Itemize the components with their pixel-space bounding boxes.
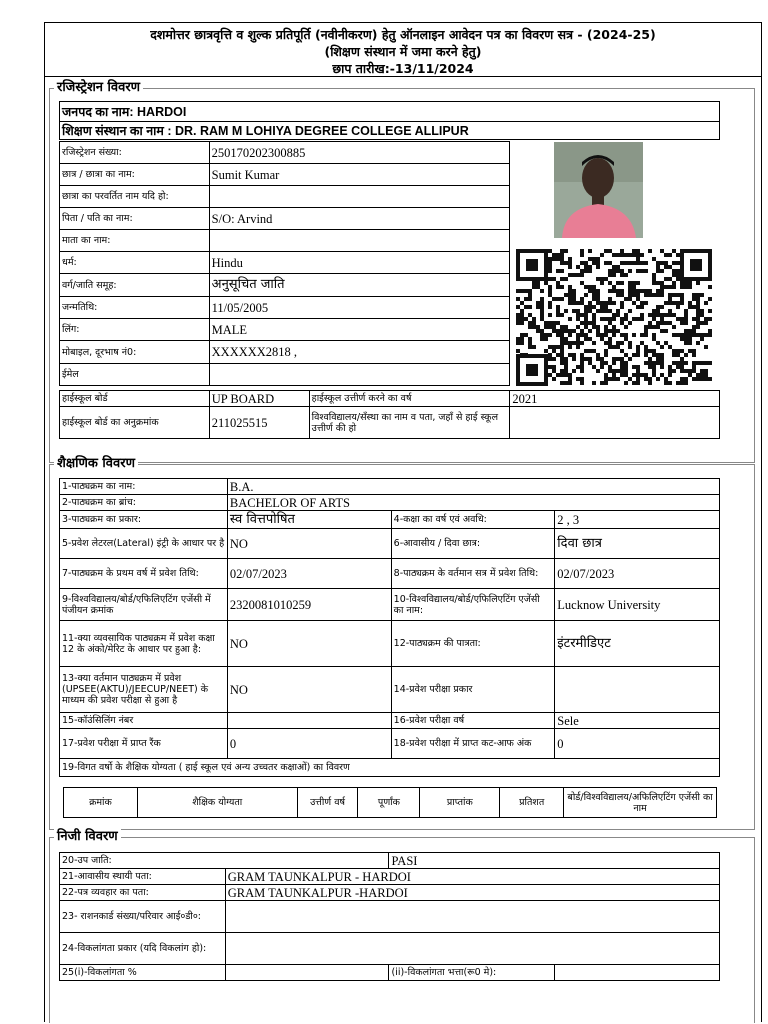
reg-no-value: 2320081010259 [227, 589, 391, 621]
institute-name: शिक्षण संस्थान का नाम : DR. RAM M LOHIYA DEGREE COLLEGE ALLIPUR [60, 122, 720, 140]
current-admission-value: 02/07/2023 [555, 559, 720, 589]
course-type-label: 3-पाठ्यक्रम का प्रकार: [60, 511, 228, 529]
ration-label: 23- राशनकार्ड संख्या/परिवार आई०डी०: [60, 901, 226, 933]
entrance-type-value [555, 667, 720, 713]
school-value [510, 407, 720, 439]
disability-type-value [225, 933, 719, 965]
registration-row-label: छात्रा का परवर्तित नाम यदि हो: [60, 186, 210, 208]
form-subtitle: (शिक्षण संस्थान में जमा करने हेतु) [324, 44, 482, 59]
history-header: उत्तीर्ण वर्ष [297, 788, 358, 818]
residence-value: दिवा छात्र [555, 529, 720, 559]
subcaste-value: PASI [389, 853, 720, 869]
board-table [59, 390, 720, 439]
registration-row-value [209, 364, 509, 386]
eligibility-value: इंटरमीडिएट [555, 621, 720, 667]
residence-label: 6-आवासीय / दिवा छात्र: [391, 529, 555, 559]
subcaste-label: 20-उप जाति: [60, 853, 389, 869]
exam-year-value: Sele [555, 713, 720, 729]
lateral-value: NO [227, 529, 391, 559]
personal-legend: निजी विवरण [54, 828, 121, 846]
counselling-label: 15-कॉउंसिलिंग नंबर [60, 713, 228, 729]
exam-year-label: 16-प्रवेश परीक्षा वर्ष [391, 713, 555, 729]
pass-year-value: 2021 [510, 391, 720, 407]
history-header: शैक्षिक योग्यता [137, 788, 297, 818]
perm-addr-value: GRAM TAUNKALPUR - HARDOI [225, 869, 719, 885]
course-name-label: 1-पाठ्यक्रम का नाम: [60, 479, 228, 495]
disability-allowance-value [555, 965, 720, 981]
history-label: 19-विगत वर्षो के शैक्षिक योग्यता ( हाई स्कूल एवं अन्य उच्चतर कक्षाओं) का विवरण [60, 759, 720, 777]
registration-row-label: पिता / पति का नाम: [60, 208, 210, 230]
rank-label: 17-प्रवेश परीक्षा में प्राप्त रैंक [60, 729, 228, 759]
registration-row-value: 250170202300885 [209, 142, 509, 164]
registration-row-label: लिंग: [60, 319, 210, 341]
branch-label: 2-पाठ्यक्रम का ब्रांच: [60, 495, 228, 511]
history-header: क्रमांक [64, 788, 138, 818]
registration-row-label: माता का नाम: [60, 230, 210, 252]
registration-details [59, 141, 510, 386]
registration-row-value: Sumit Kumar [209, 164, 509, 186]
cutoff-value: 0 [555, 729, 720, 759]
registration-row-label: ईमेल [60, 364, 210, 386]
application-form [44, 22, 762, 1022]
registration-row-label: जन्मतिथि: [60, 297, 210, 319]
registration-row-label: छात्र / छात्रा का नाम: [60, 164, 210, 186]
disability-pct-value [225, 965, 389, 981]
vocational-label: 11-क्या व्यवसायिक पाठ्यक्रम में प्रवेश कक्षा 12 के अंको/मेरिट के आधार पर हुआ है: [60, 621, 228, 667]
academic-table [59, 478, 720, 777]
registration-row-label: वर्ग/जाति समूह: [60, 274, 210, 297]
registration-row-value: Hindu [209, 252, 509, 274]
disability-allowance-label: (ii)-विकलांगता भत्ता(रू0 मे): [389, 965, 555, 981]
board-value: UP BOARD [209, 391, 309, 407]
class-year-label: 4-कक्षा का वर्ष एवं अवधि: [391, 511, 555, 529]
registration-table [59, 101, 720, 140]
registration-row-value [209, 186, 509, 208]
entrance-value: NO [227, 667, 391, 713]
cutoff-label: 18-प्रवेश परीक्षा में प्राप्त कट-आफ अंक [391, 729, 555, 759]
first-admission-value: 02/07/2023 [227, 559, 391, 589]
roll-label: हाईस्कूल बोर्ड का अनुक्रमांक [60, 407, 210, 439]
history-header: पूर्णांक [358, 788, 420, 818]
history-table [63, 787, 717, 818]
rank-value: 0 [227, 729, 391, 759]
entrance-type-label: 14-प्रवेश परीक्षा प्रकार [391, 667, 555, 713]
registration-row-label: धर्म: [60, 252, 210, 274]
pass-year-label: हाईस्कूल उत्तीर्ण करने का वर्ष [309, 391, 510, 407]
lateral-label: 5-प्रवेश लेटरल(Lateral) इंट्री के आधार पर है [60, 529, 228, 559]
academic-legend: शैक्षणिक विवरण [54, 455, 138, 473]
university-label: 10-विश्वविद्यालय/बोर्ड/एफिलिएटिंग एजेंसी का नाम: [391, 589, 555, 621]
print-date: छाप तारीख:-13/11/2024 [332, 61, 474, 76]
entrance-label: 13-क्या वर्तमान पाठ्यक्रम में प्रवेश (UPSEE(AKTU)/JEECUP/NEET) के माध्यम की प्रवेश परीक्षा से हुआ है [60, 667, 228, 713]
student-photo [554, 142, 643, 238]
form-title: दशमोत्तर छात्रवृत्ति व शुल्क प्रतिपूर्ति (नवीनीकरण) हेतु ऑनलाइन आवेदन पत्र का विवरण सत्र - (2024-25) [150, 27, 656, 42]
class-year-value: 2 , 3 [555, 511, 720, 529]
course-name-value: B.A. [227, 479, 719, 495]
registration-row-value: अनुसूचित जाति [209, 274, 509, 297]
personal-table [59, 852, 720, 981]
registration-legend: रजिस्ट्रेशन विवरण [54, 79, 143, 97]
first-admission-label: 7-पाठ्यक्रम के प्रथम वर्ष में प्रवेश तिथि: [60, 559, 228, 589]
registration-row-value: MALE [209, 319, 509, 341]
university-value: Lucknow University [555, 589, 720, 621]
form-header [45, 23, 761, 77]
district-name: जनपद का नाम: HARDOI [60, 102, 720, 122]
branch-value: BACHELOR OF ARTS [227, 495, 719, 511]
registration-row-value [209, 230, 509, 252]
reg-no-label: 9-विश्वविद्यालय/बोर्ड/एफिलिएटिंग एजेंसी में पंजीयन क्रमांक [60, 589, 228, 621]
corr-addr-label: 22-पत्र व्यवहार का पता: [60, 885, 226, 901]
counselling-value [227, 713, 391, 729]
registration-row-value: XXXXXX2818 , [209, 341, 509, 364]
corr-addr-value: GRAM TAUNKALPUR -HARDOI [225, 885, 719, 901]
history-header: बोर्ड/विश्वविद्यालय/अफिलिएटिंग एजेंसी का नाम [564, 788, 717, 818]
disability-pct-label: 25(i)-विकलांगता % [60, 965, 226, 981]
current-admission-label: 8-पाठ्यक्रम के वर्तमान सत्र में प्रवेश तिथि: [391, 559, 555, 589]
registration-row-value: S/O: Arvind [209, 208, 509, 230]
disability-type-label: 24-विकलांगता प्रकार (यदि विकलांग हो): [60, 933, 226, 965]
vocational-value: NO [227, 621, 391, 667]
board-label: हाईस्कूल बोर्ड [60, 391, 210, 407]
qr-code [516, 249, 712, 386]
registration-row-value: 11/05/2005 [209, 297, 509, 319]
history-header: प्रतिशत [500, 788, 564, 818]
registration-row-label: रजिस्ट्रेशन संख्या: [60, 142, 210, 164]
perm-addr-label: 21-आवासीय स्थायी पता: [60, 869, 226, 885]
eligibility-label: 12-पाठ्यक्रम की पात्रता: [391, 621, 555, 667]
ration-value [225, 901, 719, 933]
registration-row-label: मोबाइल, दूरभाष नं0: [60, 341, 210, 364]
school-label: विश्वविद्यालय/सँस्था का नाम व पता, जहाँ से हाई स्कूल उत्तीर्ण की हो [309, 407, 510, 439]
roll-value: 211025515 [209, 407, 309, 439]
course-type-value: स्व वित्तपोषित [227, 511, 391, 529]
history-header: प्राप्तांक [420, 788, 500, 818]
